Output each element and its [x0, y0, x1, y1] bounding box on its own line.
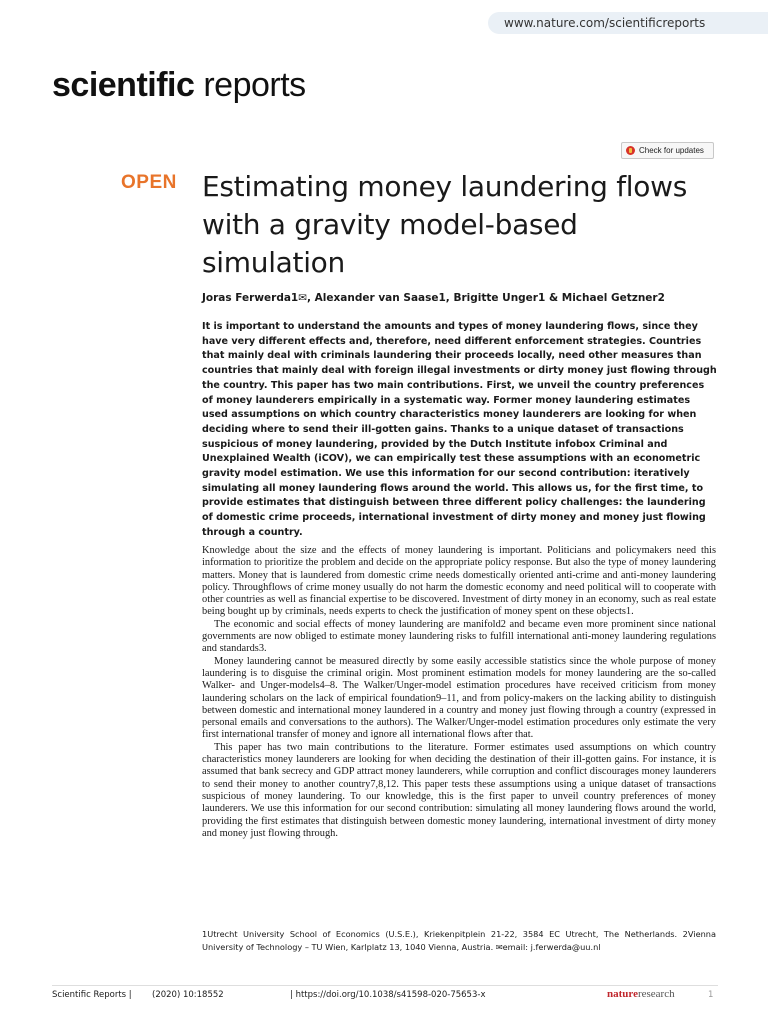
crossmark-icon — [626, 146, 635, 155]
publisher-research: research — [637, 988, 675, 1000]
open-access-label: OPEN — [121, 172, 177, 193]
paragraph: Money laundering cannot be measured directly by some easily accessible statistics since the whole purpose of money laundering is to disguise the criminal origin. Most prominent estimation models for money laundering are the so-called Walker- and Unger-models4–8. The Walker/Unger-model estimation procedures have received criticism from money laundering scholars on the lack of empirical foundation9–11, and from policy-makers on the lacking ability to distinguish between domestic and international money laundered in a country and money just flowing through a country (expressed in personal emails and conversations to the authors). The Walker/Unger-model estimation procedures only estimate the very first international transfer of money and ignore all international flows after that. — [202, 655, 716, 741]
abstract: It is important to understand the amounts and types of money laundering flows, since they have very different effects and, therefore, need different enforcement strategies. Countries that mainly deal with criminals laundering their proceeds locally, need other measures than countries that mainly deal with foreign illegal investments or dirty money just flowing through the country. This paper has two main contributions. First, we unveil the country preferences of money launderers empirically in a systematic way. Former money laundering estimates used assumptions on which country characteristics money launderers are looking for when deciding where to send their ill-gotten gains. Thanks to a unique dataset of transactions suspicious of money laundering, provided by the Dutch Institute infobox Criminal and Unexplained Wealth (iCOV), we can empirically test these assumptions with an econometric gravity model estimation. We use this information for our second contribution: iteratively simulating all money laundering flows around the world. This allows us, for the first time, to provide estimates that distinguish between three different policy challenges: the laundering of domestic crime proceeds, international investment of dirty money and money just flowing through a country. — [202, 321, 717, 538]
publisher-nature: nature — [607, 988, 638, 1000]
author-list: Joras Ferwerda1✉, Alexander van Saase1, Brigitte Unger1 & Michael Getzner2 — [202, 292, 665, 304]
footer-divider — [52, 985, 718, 986]
journal-logo — [52, 66, 306, 105]
paragraph: This paper has two main contributions to the literature. Former estimates used assumptions on which country characteristics money launderers are looking for when deciding the destination of their ill-gotten gains. For instance, it is assumed that bank secrecy and GDP attract money launderers, while corruption and conflict discourages money launderers to send their money to another country7,8,12. This paper tests these assumptions using a unique dataset of transactions suspicious of money laundering. To our knowledge, this is the first paper to unveil country preferences of money launderers. We use this information for our second contribution: simulating all money laundering flows around the world, providing the first estimates that distinguish between domestic money laundering, international investment of dirty money and money just flowing through. — [202, 741, 716, 839]
journal-url[interactable] — [488, 12, 768, 34]
check-updates-button[interactable] — [621, 142, 714, 159]
main-text — [202, 545, 716, 840]
article-title: Estimating money laundering flows with a gravity model-based simulation — [202, 170, 687, 279]
paragraph: The economic and social effects of money laundering are manifold2 and became even more prominent since national governments are now obliged to estimate money laundering risks to fulfill international anti-money laundering regulations and standards3. — [202, 618, 716, 655]
check-updates-label: Check for updates — [639, 146, 704, 155]
footer-volume: (2020) 10:18552 — [152, 990, 224, 1000]
affiliations-footnote: 1Utrecht University School of Economics (U.S.E.), Kriekenpitplein 21-22, 3584 EC Utrecht, The Netherlands. 2Vienna University of Technology – TU Wien, Karlplatz 13, 1040 Vienna, Austria. ✉email: j.ferwerda@uu.nl — [202, 929, 716, 952]
journal-name-bold: scientific — [52, 66, 195, 104]
page-footer — [52, 990, 718, 1004]
publisher-logo — [607, 988, 675, 1000]
page-number: 1 — [708, 990, 714, 1000]
paragraph: Knowledge about the size and the effects of money laundering is important. Politicians and policymakers need this information to prioritize the problem and decide on the appropriate policy response. But also the type of money laundering matters. Money that is laundered from domestic crime needs domestically oriented anti-crime and anti-money laundering policy. Throughflows of crime money usually do not harm the domestic economy and need political will to cooperate with other countries as well as financial expertise to be discovered. Investment of dirty money in an economy, such as real estate being bought up by criminals, needs experts to check the justification of money spent on these objects1. — [202, 545, 716, 618]
footer-doi-link[interactable]: | https://doi.org/10.1038/s41598-020-75653-x — [290, 990, 486, 1000]
journal-name-light: reports — [203, 66, 306, 104]
footer-journal: Scientific Reports | — [52, 990, 132, 1000]
journal-url-text: www.nature.com/scientificreports — [504, 16, 706, 30]
